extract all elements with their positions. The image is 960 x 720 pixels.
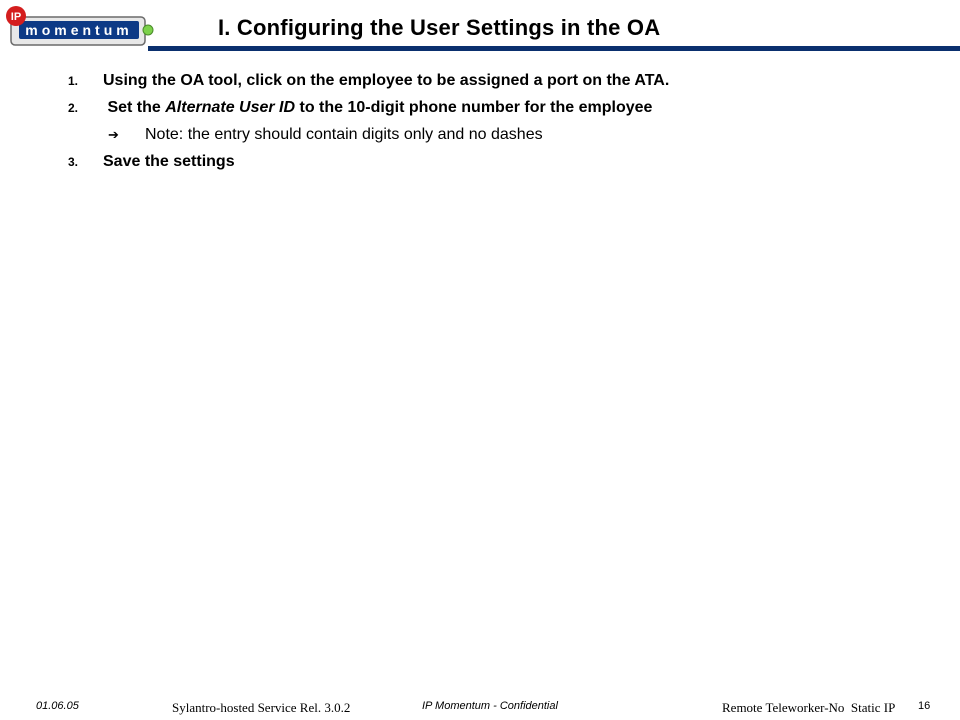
step-text: Save the settings [103,153,235,170]
footer-topic: Remote Teleworker-No Static IP [722,700,896,715]
step-2 [68,99,652,117]
step-number: 2. [68,101,79,115]
step-text-before: Set the [103,99,166,116]
step-text: Using the OA tool, click on the employee to be assigned a port on the ATA. [103,72,670,89]
footer-date: 01.06.05 [36,700,79,712]
ip-momentum-logo [5,5,155,49]
step-3 [68,153,235,171]
logo-wordmark: momentum [25,22,133,38]
page-title: I. Configuring the User Settings in the OA [218,15,661,40]
footer-release: Sylantro-hosted Service Rel. 3.0.2 [172,700,351,715]
right-arrow-icon: ➔ [108,127,119,142]
step-number: 1. [68,74,79,88]
page-number: 16 [918,700,931,712]
footer-confidential: IP Momentum - Confidential [422,700,558,712]
logo-badge: IP [10,11,22,23]
step-text-italic: Alternate User ID [165,99,296,116]
step-number: 3. [68,155,79,169]
title-rule [148,46,960,51]
note-text: Note: the entry should contain digits only and no dashes [145,126,543,143]
step-1 [68,72,669,90]
step-text-after: to the 10-digit phone number for the employee [295,99,653,116]
note [108,126,543,144]
